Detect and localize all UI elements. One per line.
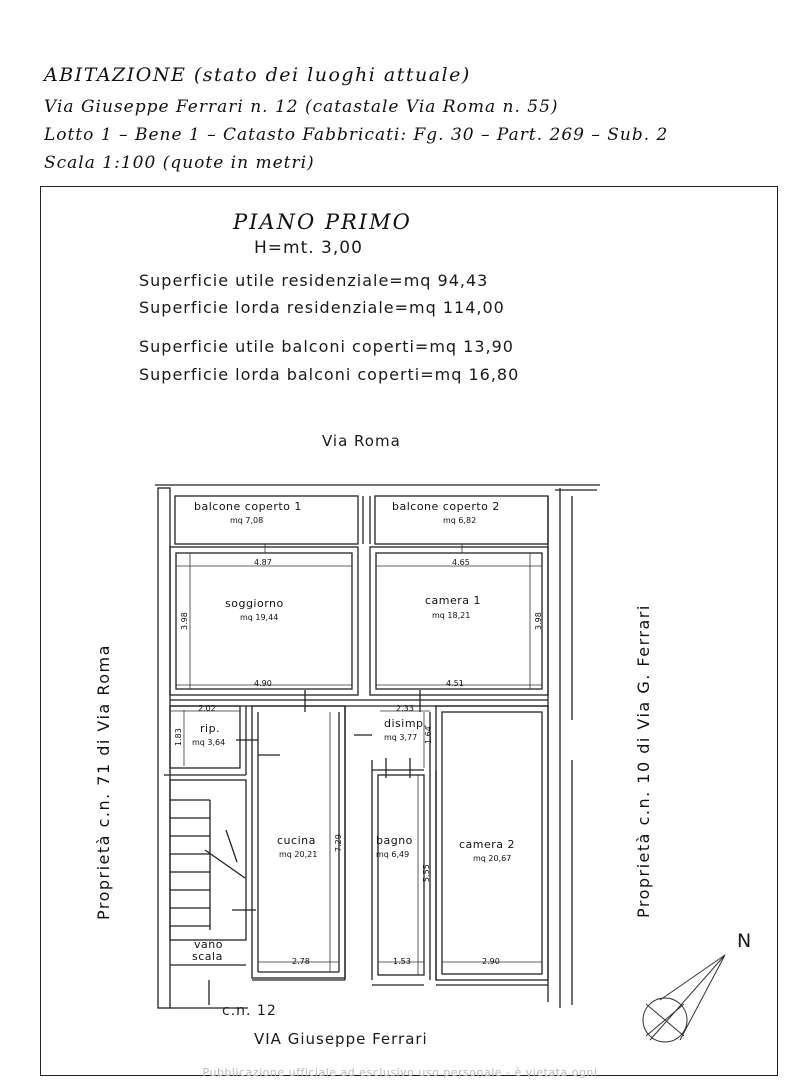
area-balcone-coperto-1: mq 7,08 [230, 516, 264, 525]
dim-soggiorno-width-bottom: 4.90 [254, 679, 272, 688]
street-top-label: Via Roma [322, 432, 401, 450]
dim-soggiorno-depth: 3.98 [180, 612, 189, 630]
area-disimpegno: mq 3,77 [384, 733, 418, 742]
area-lorda-residenziale: Superficie lorda residenziale=mq 114,00 [139, 298, 505, 317]
dim-bagno-width: 1.53 [393, 957, 411, 966]
footer-watermark: Pubblicazione ufficiale ad esclusivo uso personale - è vietata ogni [202, 1066, 598, 1079]
area-ripostiglio: mq 3,64 [192, 738, 226, 747]
room-camera-2: camera 2 [459, 838, 516, 851]
scale-line: Scala 1:100 (quote in metri) [44, 153, 315, 173]
dim-camera1-width-top: 4.65 [452, 558, 470, 567]
room-disimpegno: disimp. [384, 717, 428, 730]
dim-ripostiglio-depth: 1.83 [174, 728, 183, 746]
room-vano-scala-1: vano [194, 938, 223, 951]
dim-soggiorno-width-top: 4.87 [254, 558, 272, 567]
right-neighbour-label: Proprietà c.n. 10 di Via G. Ferrari [634, 604, 653, 918]
floor-title: PIANO PRIMO [233, 210, 412, 234]
cadastral-line: Lotto 1 – Bene 1 – Catasto Fabbricati: Fg. 30 – Part. 269 – Sub. 2 [44, 125, 669, 145]
dim-bagno-depth: 5.55 [422, 864, 431, 882]
room-soggiorno: soggiorno [225, 597, 284, 610]
area-balcone-coperto-2: mq 6,82 [443, 516, 477, 525]
area-cucina: mq 20,21 [279, 850, 318, 859]
floor-height: H=mt. 3,00 [254, 238, 363, 258]
document-title: ABITAZIONE (stato dei luoghi attuale) [44, 64, 471, 86]
compass-north-label: N [737, 930, 753, 952]
dim-ripostiglio-width: 2.02 [198, 704, 216, 713]
area-soggiorno: mq 19,44 [240, 613, 279, 622]
room-cucina: cucina [277, 834, 316, 847]
dim-disimpegno-depth: 1.64 [424, 726, 433, 744]
room-camera-1: camera 1 [425, 594, 482, 607]
left-neighbour-label: Proprietà c.n. 71 di Via Roma [94, 644, 113, 920]
room-balcone-coperto-2: balcone coperto 2 [392, 500, 500, 513]
area-camera-1: mq 18,21 [432, 611, 471, 620]
room-ripostiglio: rip. [200, 722, 221, 735]
room-bagno: bagno [376, 834, 413, 847]
compass-icon [643, 955, 725, 1042]
entrance-number: c.n. 12 [222, 1003, 277, 1019]
room-vano-scala-2: scala [192, 950, 223, 963]
street-bottom-label: VIA Giuseppe Ferrari [254, 1030, 428, 1048]
dim-cucina-depth: 7.29 [334, 834, 343, 852]
dim-camera2-width: 2.90 [482, 957, 500, 966]
dim-disimpegno-width: 2.33 [396, 704, 414, 713]
area-camera-2: mq 20,67 [473, 854, 512, 863]
dim-cucina-width: 2.78 [292, 957, 310, 966]
room-balcone-coperto-1: balcone coperto 1 [194, 500, 302, 513]
address-line: Via Giuseppe Ferrari n. 12 (catastale Via Roma n. 55) [44, 97, 559, 117]
area-bagno: mq 6,49 [376, 850, 410, 859]
area-lorda-balconi: Superficie lorda balconi coperti=mq 16,80 [139, 365, 520, 384]
area-utile-residenziale: Superficie utile residenziale=mq 94,43 [139, 271, 489, 290]
dim-camera1-width-bottom: 4.51 [446, 679, 464, 688]
area-utile-balconi: Superficie utile balconi coperti=mq 13,90 [139, 337, 514, 356]
dim-camera1-depth: 3.98 [534, 612, 543, 630]
